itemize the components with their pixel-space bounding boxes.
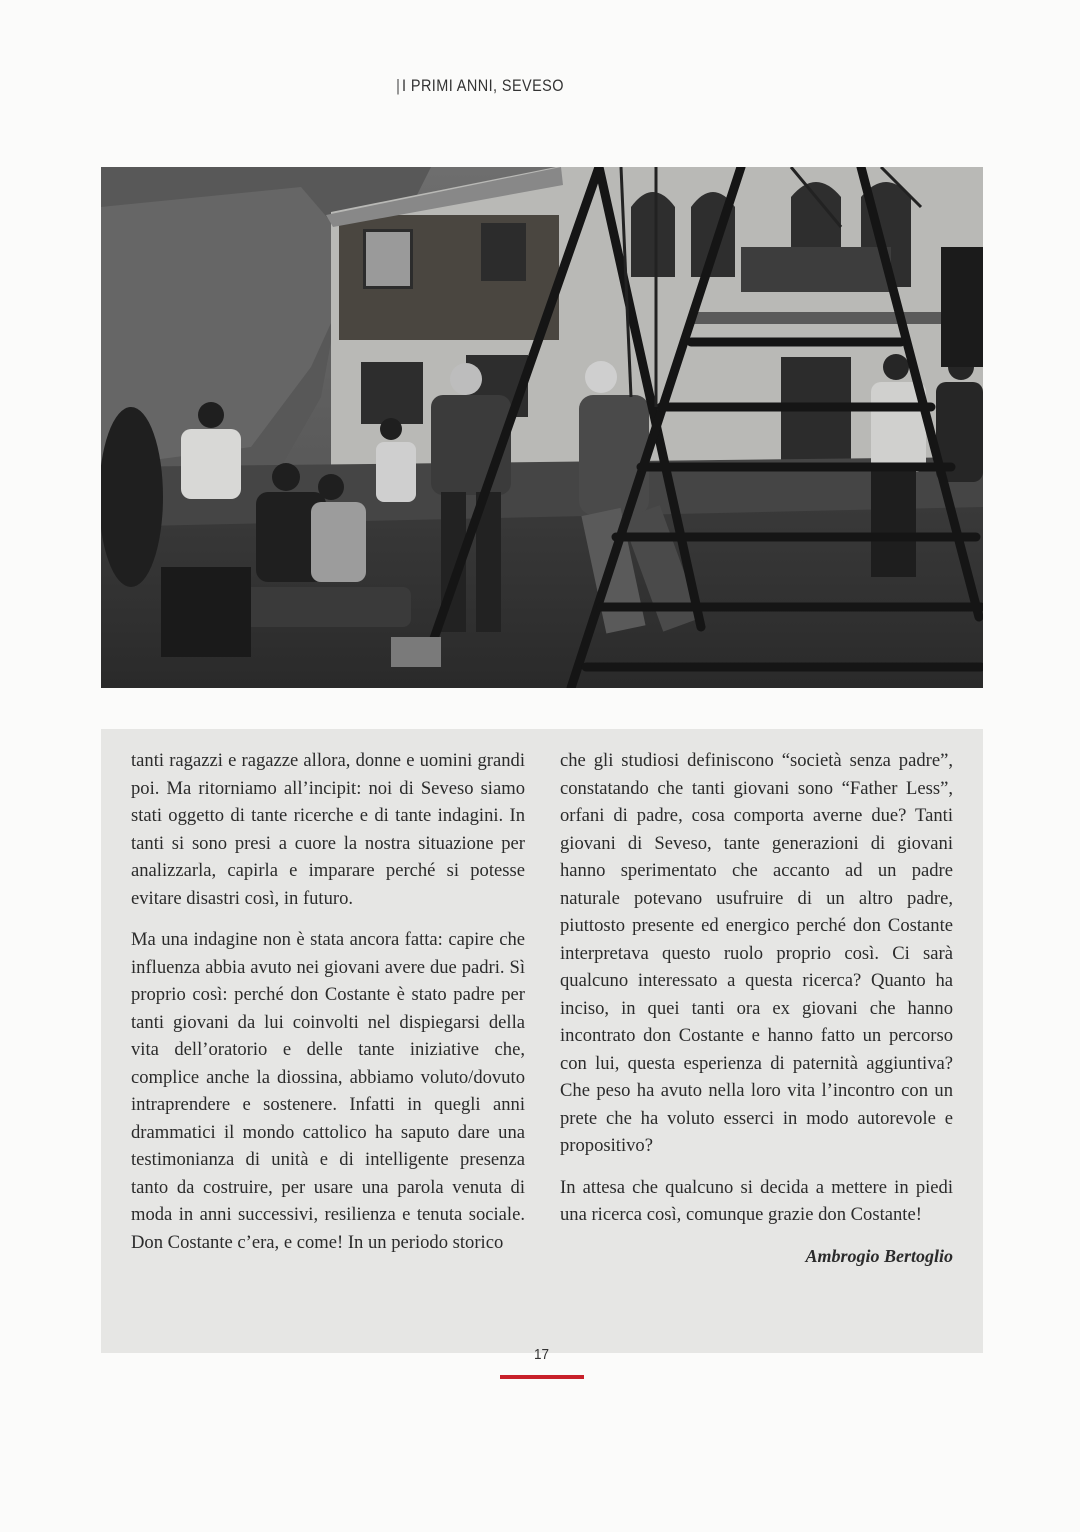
article-paragraph: Ma una indagine non è stata ancora fatta: capire che influenza abbia avuto nei giovani avere due padri. Sì proprio così: perché don Costante è stato padre per tanti giovani da lui coinvolti nel dispiegarsi della vita dell’oratorio e delle tante iniziative che, complice anche la diossina, abbiamo voluto/dovuto intraprendere e sostenere. Infatti in quegli anni drammatici il mondo cattolico ha saputo dare una testimonianza di unità e di intelligente presenza tanto da costruire, per usare una parola venuta di moda in anni successivi, resilienza e tenuta sociale. Don Costante c’era, e come! In un periodo storico [131, 929, 525, 1253]
article-textbox [101, 729, 983, 1353]
page-number-underline [500, 1375, 584, 1379]
archival-photo-drawing [101, 167, 983, 688]
article-column-right [560, 747, 953, 1270]
author-signature: Ambrogio Bertoglio [805, 1245, 953, 1266]
article-paragraph: che gli studiosi definiscono “società senza padre”, constatando che tanti giovani sono “Father Less”, orfani di padre, cosa comporta averne due? Tanti giovani di Seveso, tante generazioni di giovani hanno sperimentato che accanto ad un padre naturale potevano usufruire di un altro padre, piuttosto presente ed energico perché don Costante interpretava questo ruolo proprio così. Ci sarà qualcuno interessato a questa ricerca? Quanto ha inciso, in quei tanti ora ex giovani che hanno incontrato don Costante e hanno fatto un percorso con lui, questa esperienza di paternità aggiuntiva? Che peso ha avuto nella loro vita l’incontro con un prete che ha voluto esserci in modo autorevole e propositivo? [560, 750, 953, 1156]
section-title: I PRIMI ANNI, SEVESO [401, 76, 564, 95]
running-head-separator: | [396, 76, 401, 95]
page-number: 17 [533, 1346, 549, 1363]
article-paragraph: In attesa che qualcuno si decida a mettere in piedi una ricerca così, comunque grazie don Costante! [560, 1176, 953, 1225]
article-paragraph: tanti ragazzi e ragazze allora, donne e uomini grandi poi. Ma ritorniamo all’incipit: noi di Seveso siamo stati oggetto di tante ricerche e di tante indagini. In tanti si sono presi a cuore la nostra situazione per analizzarla, capirla e imparare perché si potesse evitare disastri così, in futuro. [131, 750, 525, 909]
archival-photo [101, 167, 983, 688]
running-head [72, 76, 888, 96]
article-column-left [131, 747, 525, 1270]
